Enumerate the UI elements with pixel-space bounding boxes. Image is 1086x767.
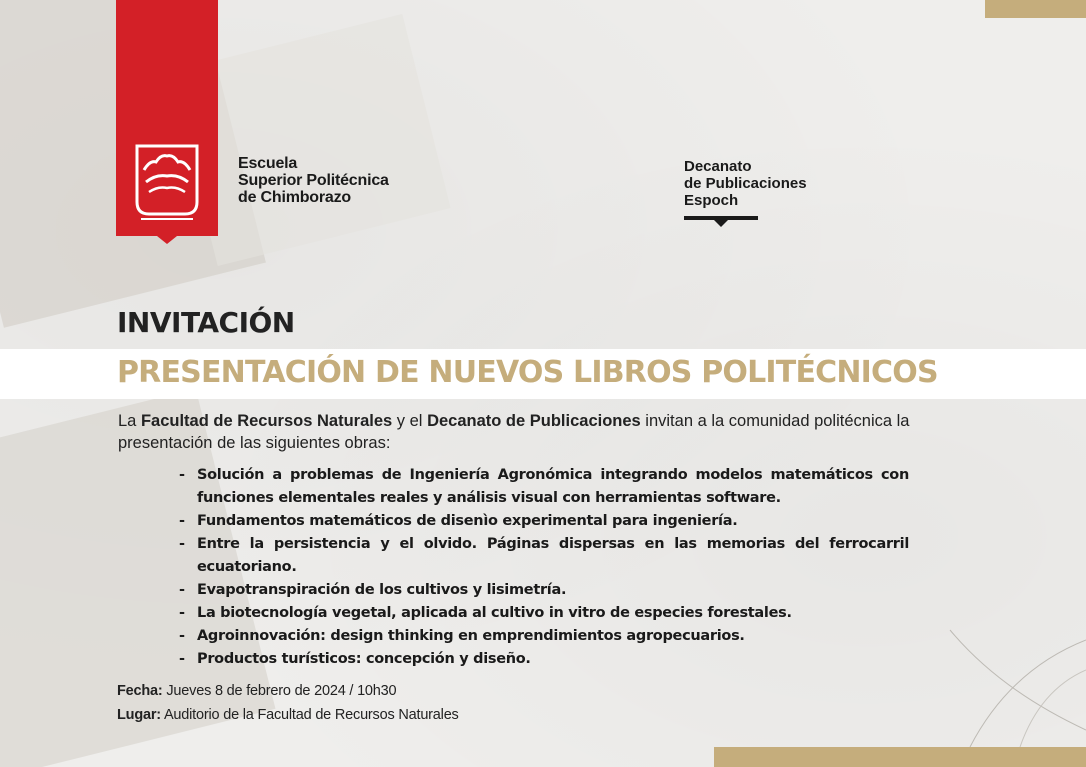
decanato-line: de Publicaciones xyxy=(684,175,807,192)
heading-invitacion: INVITACIÓN xyxy=(117,306,295,339)
intro-text: y el xyxy=(392,412,428,430)
decorative-lines xyxy=(930,600,1086,747)
event-place xyxy=(117,707,459,723)
date-label: Fecha: xyxy=(117,683,163,699)
list-item: - Entre la persistencia y el olvido. Páginas dispersas en las memorias del ferrocarril ecuatoriano. xyxy=(179,533,909,579)
org-faculty: Facultad de Recursos Naturales xyxy=(140,412,393,430)
institution-name xyxy=(238,155,389,206)
open-book-icon xyxy=(684,216,758,228)
institution-line: de Chimborazo xyxy=(238,189,351,206)
decanato-line: Espoch xyxy=(684,192,739,209)
event-title: PRESENTACIÓN DE NUEVOS LIBROS POLITÉCNICOS xyxy=(117,355,938,390)
list-item: - Fundamentos matemáticos de disenìo experimental para ingeniería. xyxy=(179,510,909,533)
decanato-logo-text xyxy=(684,158,807,209)
date-value: Jueves 8 de febrero de 2024 / 10h30 xyxy=(162,683,397,699)
institution-line: Escuela xyxy=(238,155,298,172)
place-value: Auditorio de la Facultad de Recursos Naturales xyxy=(160,707,459,723)
intro-text: invitan a la comunidad politécnica la presentación de las siguientes obras: xyxy=(118,412,910,452)
place-label: Lugar: xyxy=(117,707,161,723)
intro-text: La xyxy=(118,412,141,430)
list-item: - Evapotranspiración de los cultivos y lisimetría. xyxy=(179,579,909,602)
works-list xyxy=(179,464,909,671)
org-decanato: Decanato de Publicaciones xyxy=(427,412,641,430)
decanato-line: Decanato xyxy=(684,158,752,175)
list-item: - Productos turísticos: concepción y diseño. xyxy=(179,648,909,671)
list-item: - Agroinnovación: design thinking en emprendimientos agropecuarios. xyxy=(179,625,909,648)
list-item: - La biotecnología vegetal, aplicada al cultivo in vitro de especies forestales. xyxy=(179,602,909,625)
espoch-shield-icon xyxy=(116,0,218,244)
gold-accent-bar-top xyxy=(985,0,1086,18)
institution-line: Superior Politécnica xyxy=(238,172,389,189)
list-item: - Solución a problemas de Ingeniería Agronómica integrando modelos matemáticos con funciones elementales reales y análisis visual con herramientas software. xyxy=(179,464,909,510)
event-date xyxy=(117,683,396,699)
gold-accent-bar-bottom xyxy=(714,747,1086,767)
intro-paragraph xyxy=(118,410,978,454)
espoch-logo-banner xyxy=(116,0,218,244)
